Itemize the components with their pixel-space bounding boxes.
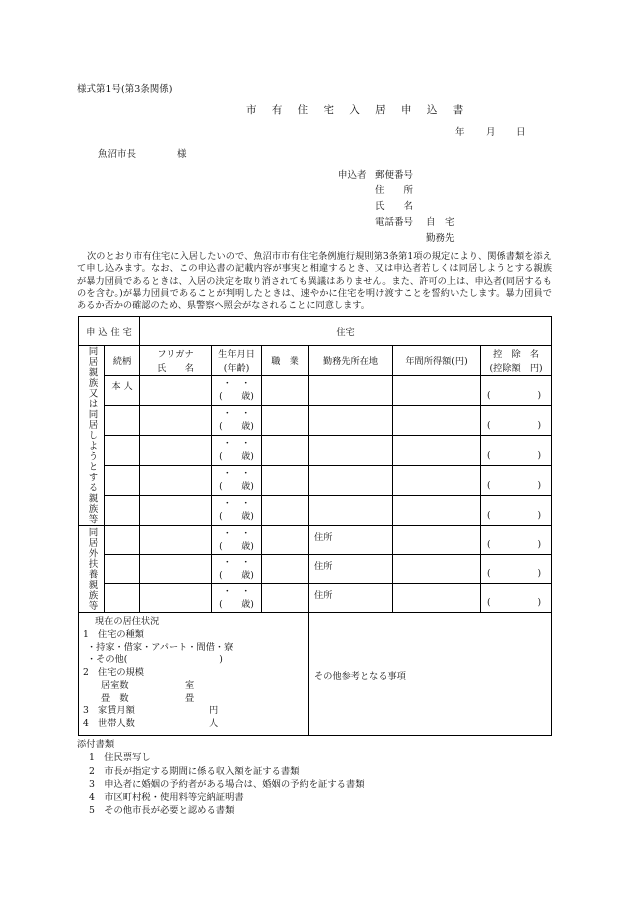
birthdate-cell[interactable]: ・ ・ ( 歳) — [212, 375, 262, 405]
relation-cell[interactable] — [105, 554, 140, 583]
header-furigana-name: フリガナ 氏 名 — [140, 346, 212, 376]
occupation-cell[interactable] — [262, 525, 309, 554]
table-row — [79, 554, 552, 583]
birthdate-cell[interactable]: ・ ・ ( 歳) — [212, 525, 262, 554]
addressee-mayor: 魚沼市長 — [98, 149, 137, 160]
income-cell[interactable] — [393, 405, 481, 435]
form-number: 様式第1号(第3条関係) — [77, 84, 173, 95]
workplace-cell[interactable] — [309, 375, 393, 405]
birthdate-cell[interactable]: ・ ・ ( 歳) — [212, 465, 262, 495]
income-cell[interactable] — [393, 583, 481, 612]
address-label: 住 所 — [375, 185, 414, 196]
occupation-cell[interactable] — [262, 405, 309, 435]
rooms-row: 居室数 室 — [101, 679, 195, 691]
relation-cell[interactable] — [105, 435, 140, 465]
relation-self: 本 人 — [105, 375, 140, 405]
deduction-cell[interactable]: ( ) — [481, 554, 552, 583]
deduction-cell[interactable]: ( ) — [481, 583, 552, 612]
header-relation: 続柄 — [105, 346, 140, 376]
income-cell[interactable] — [393, 495, 481, 525]
workplace-address-cell[interactable]: 住所 — [309, 583, 393, 612]
income-cell[interactable] — [393, 435, 481, 465]
residence-situation — [79, 612, 309, 735]
apply-housing-label: 申 込 住 宅 — [79, 317, 140, 346]
table-row — [79, 375, 552, 405]
situation-item-1: 1 住宅の種類 — [83, 628, 144, 640]
deduction-cell[interactable]: ( ) — [481, 435, 552, 465]
workplace-cell[interactable] — [309, 435, 393, 465]
postal-code-label: 郵便番号 — [375, 170, 414, 181]
relation-cell[interactable] — [105, 583, 140, 612]
other-notes[interactable]: その他参考となる事項 — [309, 612, 552, 735]
relation-cell[interactable] — [105, 495, 140, 525]
name-cell[interactable] — [140, 435, 212, 465]
name-cell[interactable] — [140, 465, 212, 495]
header-deduction: 控 除 名 (控除額 円) — [481, 346, 552, 376]
birthdate-cell[interactable]: ・ ・ ( 歳) — [212, 495, 262, 525]
attachment-item: 4 市区町村税・使用料等完納証明書 — [89, 792, 244, 804]
situation-title: 現在の居住状況 — [95, 615, 160, 627]
declaration-paragraph: 次のとおり市有住宅に入居したいので、魚沼市市有住宅条例施行規則第3条第1項の規定により、関係書類を添えて申し込みます。なお、この申込書の記載内容が事実と相違するとき、又は申込者若しくは同居しようとする親族が暴力団員であるときは、入居の決定を取り消されても異議はありません。また、許可の上は、申込者(同居するものを含む。)が暴力団員であることが判明したときは、速やかに住宅を明け渡すことを誓約いたします。暴力団員であるか否かの確認のため、県警察へ照会がなされることに同意します。 — [77, 251, 552, 312]
apply-housing-value: 住宅 — [140, 317, 552, 346]
occupation-cell[interactable] — [262, 375, 309, 405]
name-cell[interactable] — [140, 405, 212, 435]
relation-cell[interactable] — [105, 525, 140, 554]
date-year: 年 — [455, 127, 465, 138]
deduction-cell[interactable]: ( ) — [481, 405, 552, 435]
income-cell[interactable] — [393, 554, 481, 583]
situation-item-2: 2 住宅の規模 — [83, 667, 144, 679]
deduction-cell[interactable]: ( ) — [481, 495, 552, 525]
table-row — [79, 583, 552, 612]
name-label: 氏 名 — [375, 201, 414, 212]
date-month: 月 — [486, 127, 496, 138]
tatami-row: 畳 数 畳 — [101, 692, 195, 704]
cohabiting-group-label: 同居親族又は同居しようとする親族等 — [79, 346, 105, 526]
table-row — [79, 525, 552, 554]
name-cell[interactable] — [140, 375, 212, 405]
attachments-title: 添付書類 — [77, 739, 115, 750]
addressee-honorific: 様 — [177, 149, 187, 160]
occupation-cell[interactable] — [262, 495, 309, 525]
workplace-address-cell[interactable]: 住所 — [309, 554, 393, 583]
table-row — [79, 465, 552, 495]
household-row: 4 世帯人数 人 — [83, 718, 219, 730]
dependents-group-label: 同居外扶養親族等 — [79, 525, 105, 612]
birthdate-cell[interactable]: ・ ・ ( 歳) — [212, 554, 262, 583]
table-row — [79, 435, 552, 465]
attachment-item: 3 申込者に婚姻の予約者がある場合は、婚姻の予約を証する書類 — [89, 778, 365, 790]
attachment-item: 2 市長が指定する期間に係る収入額を証する書類 — [89, 765, 300, 777]
deduction-cell[interactable]: ( ) — [481, 465, 552, 495]
phone-work-label: 勤務先 — [426, 233, 455, 244]
header-occupation: 職 業 — [262, 346, 309, 376]
income-cell[interactable] — [393, 375, 481, 405]
name-cell[interactable] — [140, 583, 212, 612]
date-day: 日 — [516, 127, 526, 138]
birthdate-cell[interactable]: ・ ・ ( 歳) — [212, 435, 262, 465]
deduction-cell[interactable]: ( ) — [481, 375, 552, 405]
housing-types: ・持家・借家・アパート・間借・寮 — [87, 641, 234, 653]
workplace-cell[interactable] — [309, 405, 393, 435]
workplace-cell[interactable] — [309, 465, 393, 495]
income-cell[interactable] — [393, 525, 481, 554]
page-title: 市 有 住 宅 入 居 申 込 書 — [246, 104, 470, 116]
occupation-cell[interactable] — [262, 465, 309, 495]
header-birthdate: 生年月日 (年齢) — [212, 346, 262, 376]
housing-other: ・その他( ) — [87, 654, 223, 666]
occupation-cell[interactable] — [262, 583, 309, 612]
header-workplace: 勤務先所在地 — [309, 346, 393, 376]
table-row — [79, 405, 552, 435]
table-row — [79, 495, 552, 525]
attachments — [77, 738, 365, 818]
income-cell[interactable] — [393, 465, 481, 495]
phone-home-label: 自 宅 — [426, 217, 455, 228]
birthdate-cell[interactable]: ・ ・ ( 歳) — [212, 405, 262, 435]
workplace-address-cell[interactable]: 住所 — [309, 525, 393, 554]
attachment-item: 5 その他市長が必要と認める書類 — [89, 805, 235, 817]
attachment-item: 1 住民票写し — [89, 752, 151, 764]
deduction-cell[interactable]: ( ) — [481, 525, 552, 554]
phone-label: 電話番号 — [375, 217, 414, 228]
application-table — [78, 316, 552, 736]
birthdate-cell[interactable]: ・ ・ ( 歳) — [212, 583, 262, 612]
occupation-cell[interactable] — [262, 435, 309, 465]
header-income: 年間所得額(円) — [393, 346, 481, 376]
relation-cell[interactable] — [105, 465, 140, 495]
name-cell[interactable] — [140, 495, 212, 525]
rent-row: 3 家賃月額 円 — [83, 705, 219, 717]
workplace-cell[interactable] — [309, 495, 393, 525]
name-cell[interactable] — [140, 525, 212, 554]
applicant-label: 申込者 — [338, 170, 367, 181]
relation-cell[interactable] — [105, 405, 140, 435]
name-cell[interactable] — [140, 554, 212, 583]
occupation-cell[interactable] — [262, 554, 309, 583]
